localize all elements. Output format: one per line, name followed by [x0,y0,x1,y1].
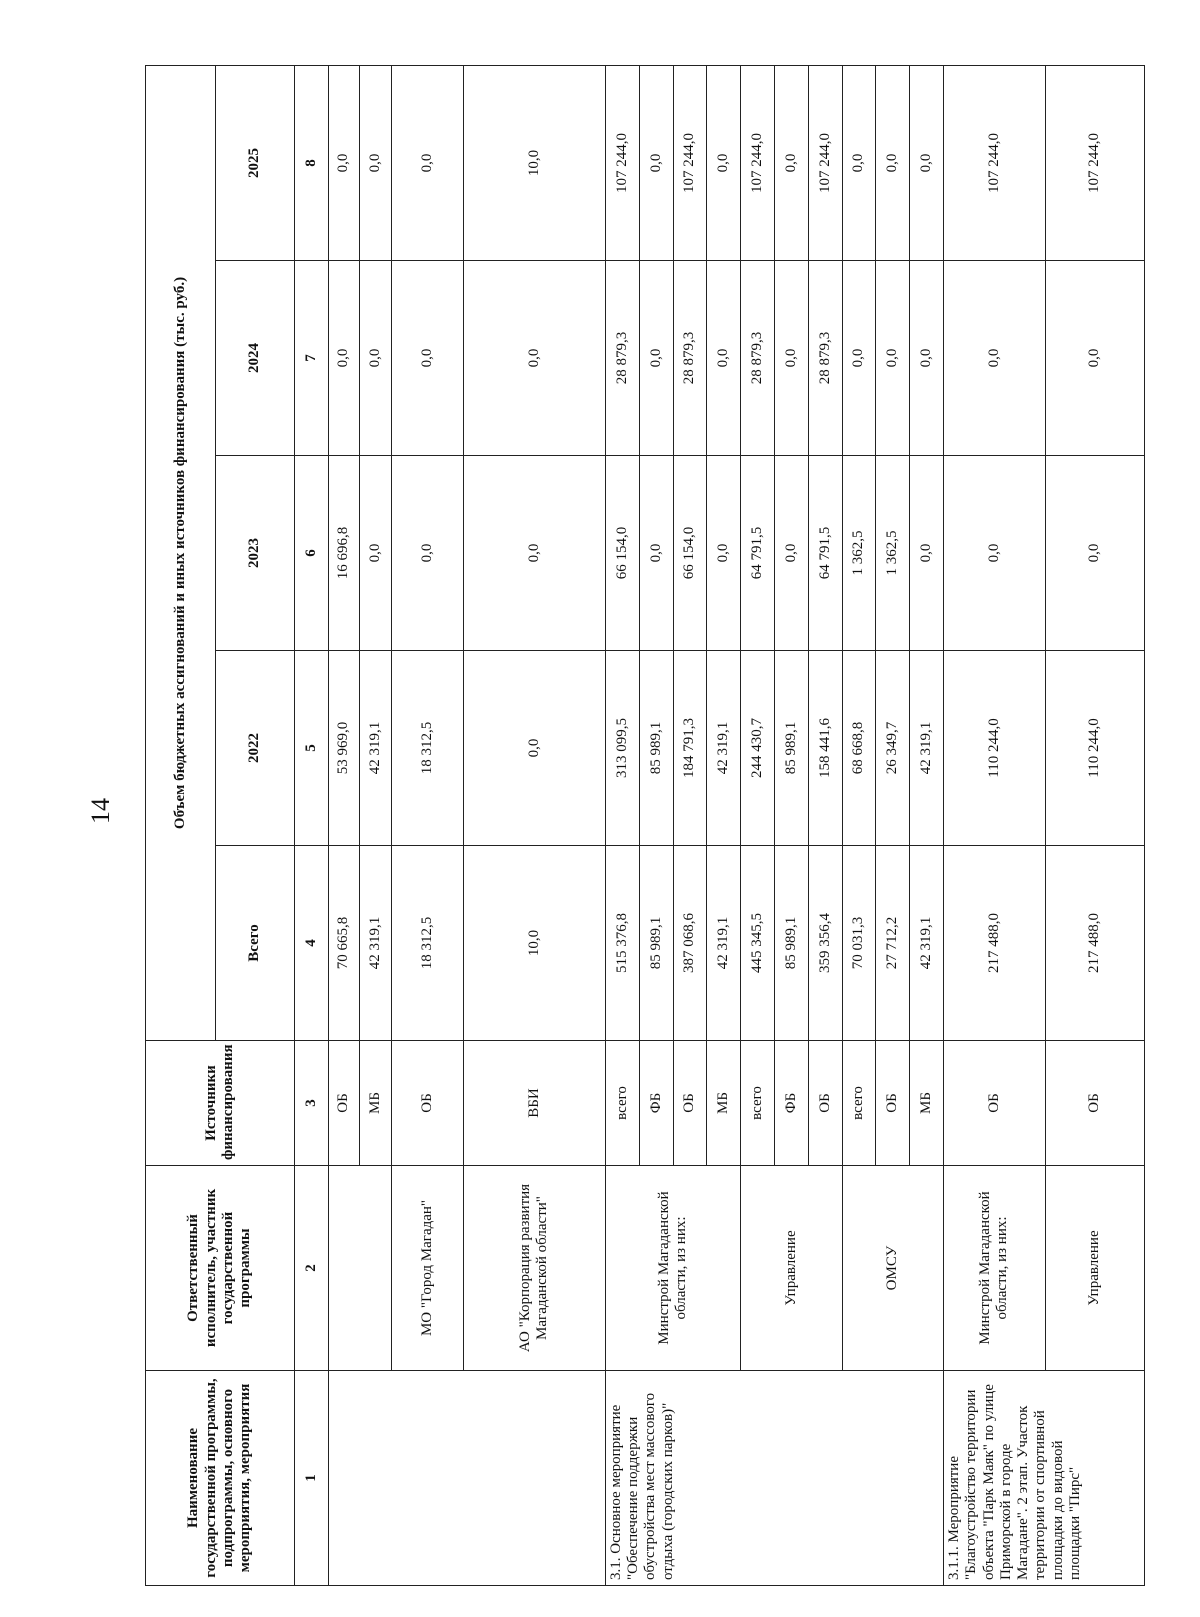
value-cell: 10,0 [463,66,605,261]
value-cell: 0,0 [360,66,392,261]
value-cell: 158 441,6 [808,651,842,846]
source-cell: МБ [910,1041,944,1166]
activity-3-1-name: 3.1. Основное мероприятие "Обеспечение поддержки обустройства мест массового отдыха (городских парков)" [605,1371,943,1586]
table-row [605,66,639,1586]
source-cell: ОБ [673,1041,707,1166]
executor-minstroy: Минстрой Магаданской области, из них: [605,1166,740,1371]
value-cell: 0,0 [944,456,1045,651]
executor-omsu: ОМСУ [842,1166,943,1371]
value-cell: 42 319,1 [910,651,944,846]
value-cell: 28 879,3 [673,261,707,456]
executor-cell-continued [328,1166,391,1371]
value-cell: 64 791,5 [808,456,842,651]
value-cell: 85 989,1 [639,651,673,846]
value-cell: 28 879,3 [808,261,842,456]
column-number: 5 [294,651,328,846]
value-cell: 68 668,8 [842,651,876,846]
header-y2023: 2023 [215,456,294,651]
header-y2022: 2022 [215,651,294,846]
executor-minstroy: Минстрой Магаданской области, из них: [944,1166,1045,1371]
executor-ao: АО "Корпорация развития Магаданской области" [463,1166,605,1371]
value-cell: 387 068,6 [673,846,707,1041]
value-cell: 70 665,8 [328,846,360,1041]
value-cell: 0,0 [360,456,392,651]
table-row [391,66,463,1586]
value-cell: 0,0 [391,66,463,261]
header-source: Источники финансирования [146,1041,295,1166]
name-cell-continued [328,1371,605,1586]
value-cell: 107 244,0 [605,66,639,261]
value-cell: 0,0 [328,261,360,456]
value-cell: 70 031,3 [842,846,876,1041]
page-number: 14 [86,798,115,824]
value-cell: 217 488,0 [1045,846,1144,1041]
value-cell: 53 969,0 [328,651,360,846]
value-cell: 0,0 [876,66,910,261]
value-cell: 107 244,0 [808,66,842,261]
table-row [842,66,876,1586]
value-cell: 107 244,0 [944,66,1045,261]
value-cell: 0,0 [360,261,392,456]
value-cell: 42 319,1 [360,651,392,846]
value-cell: 313 099,5 [605,651,639,846]
source-cell: ФБ [775,1041,809,1166]
value-cell: 0,0 [910,261,944,456]
value-cell: 0,0 [463,651,605,846]
column-number: 2 [294,1166,328,1371]
column-number: 6 [294,456,328,651]
value-cell: 42 319,1 [910,846,944,1041]
value-cell: 107 244,0 [741,66,775,261]
value-cell: 0,0 [842,261,876,456]
value-cell: 18 312,5 [391,846,463,1041]
header-executor: Ответственный исполнитель, участник государственной программы [146,1166,295,1371]
value-cell: 107 244,0 [673,66,707,261]
value-cell: 110 244,0 [1045,651,1144,846]
value-cell: 27 712,2 [876,846,910,1041]
source-cell: ВБИ [463,1041,605,1166]
source-cell: всего [741,1041,775,1166]
table-row [146,66,216,1586]
column-number: 3 [294,1041,328,1166]
activity-3-1-1-name: 3.1.1. Мероприятие "Благоустройство территории объекта "Парк Маяк" по улице Приморской в городе Магадане". 2 этап. Участок территории от спортивной площадки до видовой площадки "Пирс" [944,1371,1145,1586]
value-cell: 85 989,1 [775,846,809,1041]
value-cell: 28 879,3 [605,261,639,456]
executor-upravlenie: Управление [741,1166,842,1371]
value-cell: 110 244,0 [944,651,1045,846]
table-row [944,66,1045,1586]
value-cell: 0,0 [463,261,605,456]
value-cell: 1 362,5 [842,456,876,651]
source-cell: МБ [360,1041,392,1166]
value-cell: 42 319,1 [360,846,392,1041]
header-total: Всего [215,846,294,1041]
source-cell: ОБ [1045,1041,1144,1166]
source-cell: ОБ [944,1041,1045,1166]
value-cell: 0,0 [775,66,809,261]
source-cell: всего [842,1041,876,1166]
value-cell: 0,0 [639,456,673,651]
value-cell: 0,0 [1045,261,1144,456]
value-cell: 0,0 [842,66,876,261]
header-y2025: 2025 [215,66,294,261]
value-cell: 0,0 [707,66,741,261]
table-row [741,66,775,1586]
header-y2024: 2024 [215,261,294,456]
value-cell: 445 345,5 [741,846,775,1041]
column-number: 7 [294,261,328,456]
value-cell: 66 154,0 [605,456,639,651]
value-cell: 0,0 [775,261,809,456]
value-cell: 0,0 [707,261,741,456]
value-cell: 0,0 [944,261,1045,456]
value-cell: 0,0 [463,456,605,651]
value-cell: 85 989,1 [775,651,809,846]
value-cell: 18 312,5 [391,651,463,846]
value-cell: 184 791,3 [673,651,707,846]
value-cell: 244 430,7 [741,651,775,846]
value-cell: 0,0 [639,66,673,261]
value-cell: 85 989,1 [639,846,673,1041]
column-number: 4 [294,846,328,1041]
value-cell: 0,0 [391,456,463,651]
value-cell: 1 362,5 [876,456,910,651]
value-cell: 42 319,1 [707,651,741,846]
value-cell: 0,0 [876,261,910,456]
value-cell: 515 376,8 [605,846,639,1041]
value-cell: 359 356,4 [808,846,842,1041]
source-cell: ОБ [808,1041,842,1166]
executor-upravlenie: Управление [1045,1166,1144,1371]
value-cell: 42 319,1 [707,846,741,1041]
value-cell: 66 154,0 [673,456,707,651]
column-number: 8 [294,66,328,261]
value-cell: 0,0 [910,66,944,261]
value-cell: 26 349,7 [876,651,910,846]
value-cell: 10,0 [463,846,605,1041]
value-cell: 0,0 [1045,456,1144,651]
table-row [294,66,328,1586]
value-cell: 0,0 [391,261,463,456]
source-cell: ФБ [639,1041,673,1166]
executor-mo: МО "Город Магадан" [391,1166,463,1371]
source-cell: ОБ [876,1041,910,1166]
value-cell: 107 244,0 [1045,66,1144,261]
table-row [463,66,605,1586]
value-cell: 0,0 [707,456,741,651]
table-row [328,66,360,1586]
table-rotated-wrapper [145,66,1145,1586]
value-cell: 0,0 [328,66,360,261]
column-number: 1 [294,1371,328,1586]
source-cell: всего [605,1041,639,1166]
table-row [1045,66,1144,1586]
value-cell: 0,0 [775,456,809,651]
value-cell: 0,0 [910,456,944,651]
source-cell: ОБ [391,1041,463,1166]
financing-table [145,65,1145,1586]
value-cell: 64 791,5 [741,456,775,651]
value-cell: 28 879,3 [741,261,775,456]
value-cell: 16 696,8 [328,456,360,651]
header-name: Наименование государственной программы, подпрограммы, основного мероприятия, мероприятия [146,1371,295,1586]
source-cell: МБ [707,1041,741,1166]
header-volume: Объем бюджетных ассигнований и иных источников финансирования (тыс. руб.) [146,66,216,1041]
value-cell: 217 488,0 [944,846,1045,1041]
value-cell: 0,0 [639,261,673,456]
source-cell: ОБ [328,1041,360,1166]
